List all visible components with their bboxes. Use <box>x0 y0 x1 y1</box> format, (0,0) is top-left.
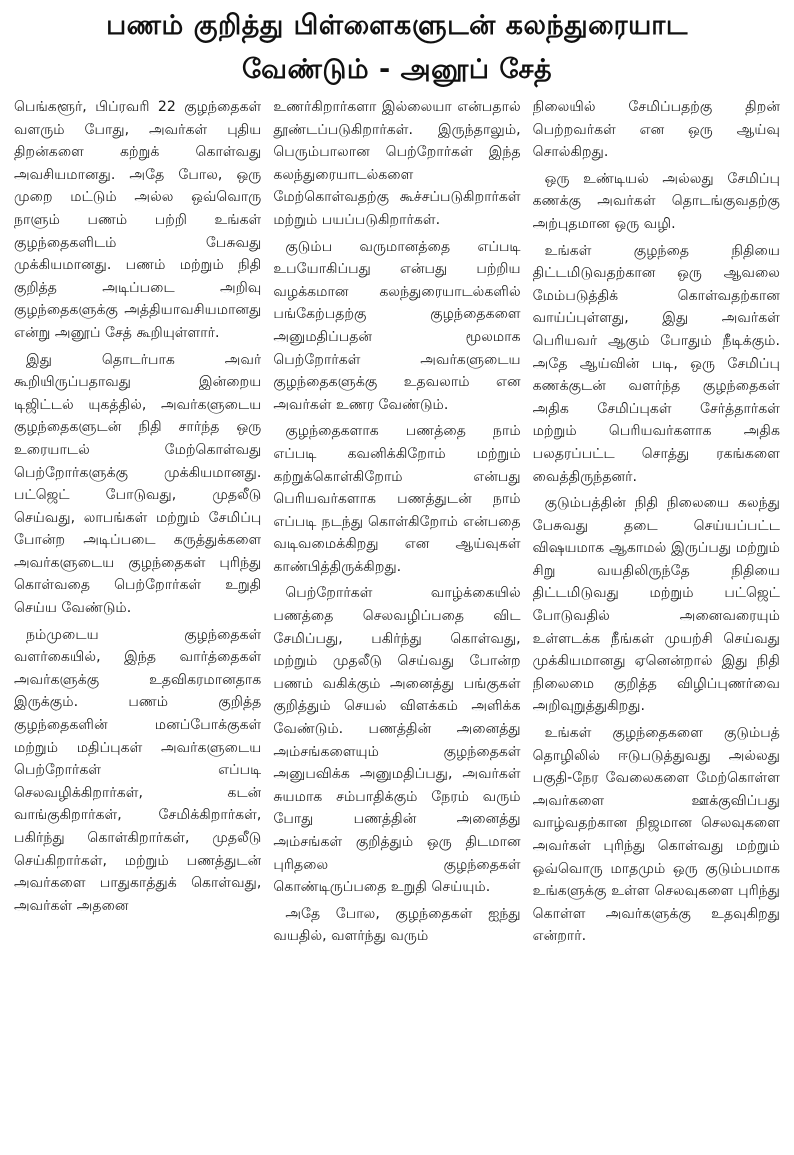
article-body <box>14 96 780 1151</box>
paragraph: குடும்ப வருமானத்தை எப்படி உபயோகிப்பது என்பது பற்றிய வழக்கமான கலந்துரையாடல்களில் பங்கேற்பதற்கு குழந்தைகளை அனுமதிப்பதன் மூலமாக பெற்றோர்கள் அவர்களுடைய குழந்தைகளுக்கு உதவலாம் என அவர்கள் உணர வேண்டும். <box>273 238 521 413</box>
paragraph: நம்முடைய குழந்தைகள் வளர்கையில், இந்த வார்த்தைகள் அவர்களுக்கு உதவிகரமானதாக இருக்கும். பணம் குறித்த குழந்தைகளின் மனப்போக்குகள் மற்றும் மதிப்புகள் அவர்களுடைய பெற்றோர்கள் எப்படி செலவழிக்கிறார்கள், கடன் வாங்குகிறார்கள், சேமிக்கிறார்கள், பகிர்ந்து கொள்கிறார்கள், முதலீடு செய்கிறார்கள், மற்றும் பணத்துடன் அவர்களை பாதுகாத்துக் கொள்வது, அவர்கள் அதனை <box>14 626 262 914</box>
paragraph: உங்கள் குழந்தைகளை குடும்பத் தொழிலில் ஈடுபடுத்துவது அல்லது பகுதி-நேர வேலைகளை மேற்கொள்ள அவர்களை ஊக்குவிப்பது வாழ்வதற்கான நிஜமான செலவுகளை அவர்கள் புரிந்து கொள்வது மற்றும் ஒவ்வொரு மாதமும் ஒரு குடும்பமாக உங்களுக்கு உள்ள செலவுகளை புரிந்து கொள்ள அவர்களுக்கு உதவுகிறது என்றார். <box>532 725 780 945</box>
paragraph: பெற்றோர்கள் வாழ்க்கையில் பணத்தை செலவழிப்பதை விட சேமிப்பது, பகிர்ந்து கொள்வது, மற்றும் முதலீடு செய்வது போன்ற பணம் வகிக்கும் அனைத்து பங்குகள் குறித்தும் செயல் விளக்கம் அளிக்க வேண்டும். பணத்தின் அனைத்து அம்சங்களையும் குழந்தைகள் அனுபவிக்க அனுமதிப்பது, அவர்கள் சுயமாக சம்பாதிக்கும் நேரம் வரும் போது பணத்தின் அனைத்து அம்சங்கள் குறித்தும் ஒரு திடமான புரிதலை குழந்தைகள் கொண்டிருப்பதை உறுதி செய்யும். <box>273 585 521 896</box>
paragraph: அதே போல, குழந்தைகள் ஐந்து வயதில், வளர்ந்து வரும் <box>273 905 521 945</box>
article-headline <box>8 0 786 92</box>
paragraph: பெங்களூர், பிப்ரவரி 22 குழந்தைகள் வளரும் போது, அவர்கள் புதிய திறன்களை கற்றுக் கொள்வது அவசியமானது. அதே போல, ஒரு முறை மட்டும் அல்ல ஒவ்வொரு நாளும் பணம் பற்றி உங்கள் குழந்தைகளிடம் பேசுவது முக்கியமானது. பணம் மற்றும் நிதி குறித்த அடிப்படை அறிவு குழந்தைகளுக்கு அத்தியாவசியமானது என்று அனூப் சேத் கூறியுள்ளார். <box>14 99 262 341</box>
paragraph: நிலையில் சேமிப்பதற்கு திறன் பெற்றவர்கள் என ஒரு ஆய்வு சொல்கிறது. <box>532 99 780 161</box>
paragraph: ஒரு உண்டியல் அல்லது சேமிப்பு கணக்கு அவர்கள் தொடங்குவதற்கு அற்புதமான ஒரு வழி. <box>532 170 780 232</box>
paragraph: உங்கள் குழந்தை நிதியை திட்டமிடுவதற்கான ஒரு ஆவலை மேம்படுத்திக் கொள்வதற்கான வாய்ப்புள்ளது, இது அவர்கள் பெரியவர் ஆகும் போதும் நீடிக்கும். அதே ஆய்வின் படி, ஒரு சேமிப்பு கணக்குடன் வளர்ந்த குழந்தைகள் அதிக சேமிப்புகள் சேர்த்தார்கள் மற்றும் பெரியவர்களாக அதிக பலதரப்பட்ட சொத்து ரகங்களை வைத்திருந்தனர். <box>532 242 780 485</box>
paragraph: உணர்கிறார்களா இல்லையா என்பதால் தூண்டப்படுகிறார்கள். இருந்தாலும், பெரும்பாலான பெற்றோர்கள் இந்த கலந்துரையாடல்களை மேற்கொள்வதற்கு கூச்சப்படுகிறார்கள் மற்றும் பயப்படுகிறார்கள். <box>273 99 521 228</box>
column-1 <box>14 96 261 1151</box>
headline-line-1: பணம் குறித்து பிள்ளைகளுடன் கலந்துரையாட <box>106 10 688 41</box>
column-3 <box>533 96 780 1151</box>
paragraph: இது தொடர்பாக அவர் கூறியிருப்பதாவது இன்றைய டிஜிட்டல் யுகத்தில், அவர்களுடைய குழந்தைகளுடன் நிதி சார்ந்த ஒரு உரையாடல் மேற்கொள்வது பெற்றோர்களுக்கு முக்கியமானது. பட்ஜெட் போடுவது, முதலீடு செய்வது, லாபங்கள் மற்றும் சேமிப்பு போன்ற அடிப்படை கருத்துக்களை அவர்களுடைய குழந்தைகள் புரிந்து கொள்வதை பெற்றோர்கள் உறுதி செய்ய வேண்டும். <box>14 351 262 617</box>
paragraph: குழந்தைகளாக பணத்தை நாம் எப்படி கவனிக்கிறோம் மற்றும் கற்றுக்கொள்கிறோம் என்பது பெரியவர்களாக பணத்துடன் நாம் எப்படி நடந்து கொள்கிறோம் என்பதை வடிவமைக்கிறது என ஆய்வுகள் காண்பித்திருக்கிறது. <box>273 423 521 575</box>
column-2 <box>273 96 520 1151</box>
paragraph: குடும்பத்தின் நிதி நிலையை கலந்து பேசுவது தடை செய்யப்பட்ட விஷயமாக ஆகாமல் இருப்பது மற்றும் சிறு வயதிலிருந்தே நிதியை திட்டமிடுவது மற்றும் பட்ஜெட் போடுவதில் அனைவரையும் உள்ளடக்க நீங்கள் முயற்சி செய்வது முக்கியமானது ஏனென்றால் இது நிதி நிலைமை குறித்த விழிப்புணர்வை அறிவுறுத்துகிறது. <box>532 495 780 715</box>
headline-line-2: வேண்டும் - அனூப் சேத் <box>241 54 553 85</box>
